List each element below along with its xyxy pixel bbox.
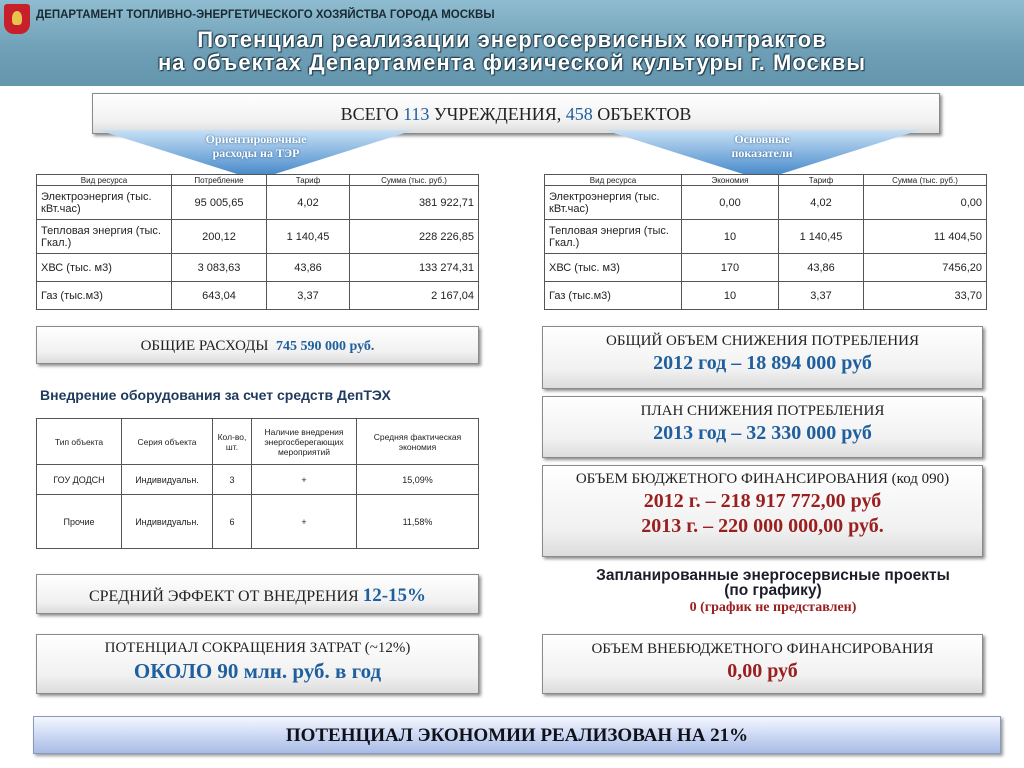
- budget-2013-value: 2013 г. – 220 000 000,00 руб.: [641, 515, 884, 537]
- table-row: [37, 282, 479, 310]
- offbudget-funding-value: 0,00 руб: [727, 660, 798, 682]
- total-summary-box: [92, 93, 940, 134]
- table-row: [37, 254, 479, 282]
- table-header-cell: Тариф: [267, 175, 350, 186]
- table-cell: 3: [213, 465, 252, 495]
- table-cell: 43,86: [267, 254, 350, 282]
- planned-projects-value: 0 (график не представлен): [689, 600, 857, 615]
- reduction-plan-label: ПЛАН СНИЖЕНИЯ ПОТРЕБЛЕНИЯ: [640, 403, 885, 419]
- table-cell: Индивидуальн.: [122, 495, 213, 549]
- avg-effect-value: 12-15%: [362, 585, 427, 606]
- budget-2012-value: 2012 г. – 218 917 772,00 руб: [643, 490, 882, 512]
- planned-projects-title-line2: (по графику): [724, 582, 822, 599]
- table-cell: Электроэнергия (тыс. кВт.час): [545, 186, 682, 220]
- table-cell: 133 274,31: [350, 254, 479, 282]
- arrow-expenses-label: Ориентировочные расходы на ТЭР: [205, 132, 307, 160]
- arrow-expenses: [98, 130, 414, 174]
- planned-projects-title-line1: Запланированные энергосервисные проекты: [596, 567, 950, 584]
- table-cell: Индивидуальн.: [122, 465, 213, 495]
- total-expenses-box: [36, 326, 479, 364]
- table-cell: 4,02: [779, 186, 864, 220]
- potential-cut-label: ПОТЕНЦИАЛ СОКРАЩЕНИЯ ЗАТРАТ (~12%): [104, 640, 411, 656]
- table-row: [545, 254, 987, 282]
- table-cell: 1 140,45: [779, 220, 864, 254]
- objects-count: 458: [565, 104, 593, 124]
- table-row: [37, 186, 479, 220]
- table-cell: +: [252, 495, 357, 549]
- table-cell: Газ (тыс.м3): [545, 282, 682, 310]
- page-title-line2: на объектах Департамента физической культуры г. Москвы: [157, 50, 867, 75]
- table-cell: 1 140,45: [267, 220, 350, 254]
- table-header-cell: Потребление: [172, 175, 267, 186]
- table-row: [37, 495, 479, 549]
- table-header-cell: Средняя фактическая экономия: [357, 419, 479, 465]
- objects-label: ОБЪЕКТОВ: [597, 104, 692, 124]
- table-header-row: [545, 175, 987, 186]
- budget-funding-box: [542, 465, 983, 557]
- table-cell: 2 167,04: [350, 282, 479, 310]
- table-cell: 0,00: [682, 186, 779, 220]
- table-header-cell: Вид ресурса: [37, 175, 172, 186]
- table-cell: 3 083,63: [172, 254, 267, 282]
- header-banner: [0, 0, 1024, 86]
- table-cell: 11,58%: [357, 495, 479, 549]
- planned-projects: [542, 568, 1004, 616]
- table-cell: 11 404,50: [864, 220, 987, 254]
- table-header-cell: Тариф: [779, 175, 864, 186]
- offbudget-funding-box: [542, 634, 983, 694]
- avg-effect-label: СРЕДНИЙ ЭФФЕКТ ОТ ВНЕДРЕНИЯ: [88, 588, 359, 605]
- table-header-row: [37, 175, 479, 186]
- table-cell: Электроэнергия (тыс. кВт.час): [37, 186, 172, 220]
- department-name: ДЕПАРТАМЕНТ ТОПЛИВНО-ЭНЕРГЕТИЧЕСКОГО ХОЗЯЙСТВА ГОРОДА МОСКВЫ: [36, 9, 495, 21]
- table-cell: Тепловая энергия (тыс. Гкал.): [37, 220, 172, 254]
- potential-cut-box: [36, 634, 479, 694]
- consumption-reduction-label: ОБЩИЙ ОБЪЕМ СНИЖЕНИЯ ПОТРЕБЛЕНИЯ: [606, 333, 919, 349]
- table-header-cell: Наличие внедрения энергосберегающих мероприятий: [252, 419, 357, 465]
- consumption-reduction-box: [542, 326, 983, 389]
- arrow-indicators: [604, 130, 920, 174]
- table-header-cell: Сумма (тыс. руб.): [350, 175, 479, 186]
- expenses-table: [36, 174, 479, 310]
- table-row: [37, 465, 479, 495]
- table-cell: 3,37: [267, 282, 350, 310]
- table-header-cell: Серия объекта: [122, 419, 213, 465]
- table-cell: ГОУ ДОДСН: [37, 465, 122, 495]
- table-row: [545, 186, 987, 220]
- reduction-plan-box: [542, 396, 983, 458]
- table-header-cell: Вид ресурса: [545, 175, 682, 186]
- table-cell: 10: [682, 220, 779, 254]
- table-header-cell: Экономия: [682, 175, 779, 186]
- table-header-cell: Кол-во, шт.: [213, 419, 252, 465]
- table-cell: 0,00: [864, 186, 987, 220]
- table-cell: Прочие: [37, 495, 122, 549]
- table-cell: ХВС (тыс. м3): [545, 254, 682, 282]
- table-header-cell: Сумма (тыс. руб.): [864, 175, 987, 186]
- reduction-plan-value: 2013 год – 32 330 000 руб: [653, 422, 872, 444]
- table-cell: 10: [682, 282, 779, 310]
- table-cell: 33,70: [864, 282, 987, 310]
- table-row: [545, 220, 987, 254]
- table-header-row: [37, 419, 479, 465]
- table-cell: Газ (тыс.м3): [37, 282, 172, 310]
- offbudget-funding-label: ОБЪЕМ ВНЕБЮДЖЕТНОГО ФИНАНСИРОВАНИЯ: [591, 641, 934, 657]
- table-cell: 15,09%: [357, 465, 479, 495]
- table-header-cell: Тип объекта: [37, 419, 122, 465]
- table-cell: ХВС (тыс. м3): [37, 254, 172, 282]
- page-title-line1: Потенциал реализации энергосервисных контрактов: [197, 27, 827, 52]
- table-cell: Тепловая энергия (тыс. Гкал.): [545, 220, 682, 254]
- total-expenses-label: ОБЩИЕ РАСХОДЫ: [140, 338, 269, 354]
- table-row: [545, 282, 987, 310]
- avg-effect-box: [36, 574, 479, 614]
- table-cell: +: [252, 465, 357, 495]
- table-cell: 200,12: [172, 220, 267, 254]
- institutions-count: 113: [403, 104, 430, 124]
- table-cell: 4,02: [267, 186, 350, 220]
- total-expenses-value: 745 590 000 руб.: [276, 339, 375, 354]
- table-cell: 43,86: [779, 254, 864, 282]
- table-cell: 643,04: [172, 282, 267, 310]
- table-row: [37, 220, 479, 254]
- institutions-label: УЧРЕЖДЕНИЯ,: [433, 104, 562, 124]
- consumption-reduction-value: 2012 год – 18 894 000 руб: [653, 352, 872, 374]
- implementation-table: [36, 418, 479, 549]
- table-cell: 381 922,71: [350, 186, 479, 220]
- indicators-table: [544, 174, 987, 310]
- arrow-indicators-label: Основные показатели: [731, 132, 793, 160]
- table-cell: 170: [682, 254, 779, 282]
- total-prefix: ВСЕГО: [340, 104, 399, 124]
- table-cell: 228 226,85: [350, 220, 479, 254]
- savings-potential-bar: ПОТЕНЦИАЛ ЭКОНОМИИ РЕАЛИЗОВАН НА 21%: [33, 716, 1001, 754]
- table-cell: 3,37: [779, 282, 864, 310]
- table-cell: 95 005,65: [172, 186, 267, 220]
- table-cell: 6: [213, 495, 252, 549]
- table-cell: 7456,20: [864, 254, 987, 282]
- implementation-title: Внедрение оборудования за счет средств ДепТЭХ: [40, 387, 391, 403]
- potential-cut-value: ОКОЛО 90 млн. руб. в год: [133, 659, 382, 683]
- budget-funding-label: ОБЪЕМ БЮДЖЕТНОГО ФИНАНСИРОВАНИЯ (код 090): [575, 471, 950, 487]
